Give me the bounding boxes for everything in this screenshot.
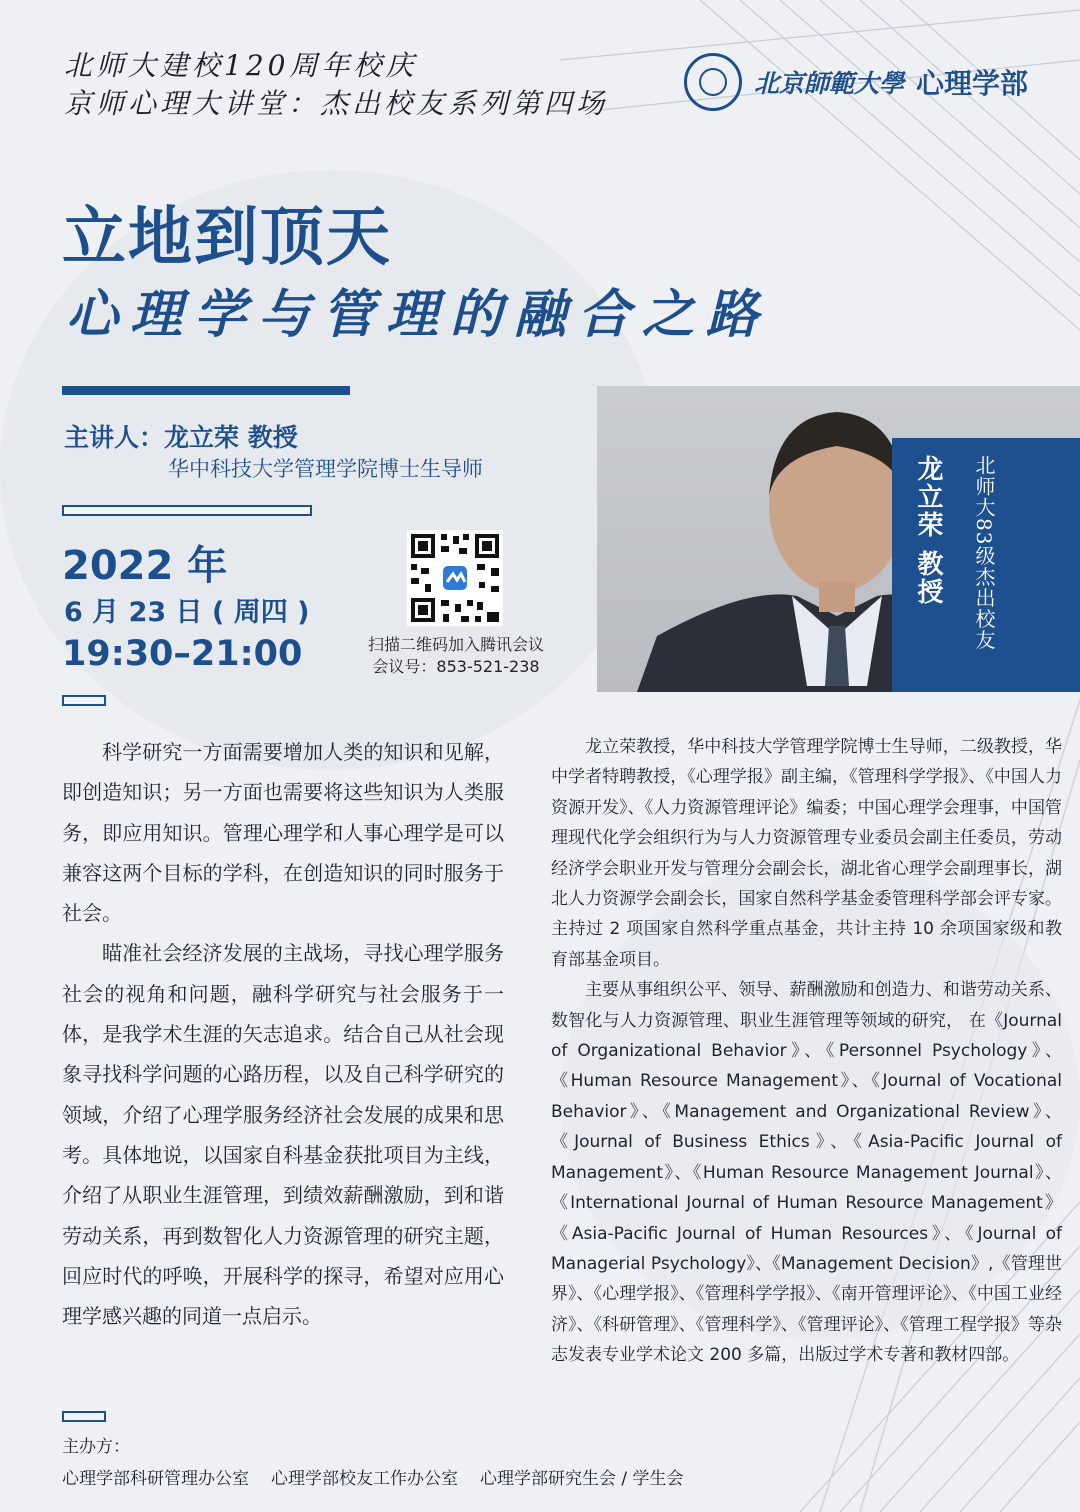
lecture-series-line: 京师心理大讲堂：杰出校友系列第四场 <box>64 87 609 120</box>
event-time: 19:30–21:00 <box>62 634 303 674</box>
speaker-affiliation: 华中科技大学管理学院博士生导师 <box>168 457 483 481</box>
event-year: 2022 年 <box>62 543 228 589</box>
university-seal-icon <box>684 53 742 111</box>
anniversary-line: 北师大建校120周年校庆 <box>64 49 418 82</box>
abstract-paragraph: 科学研究一方面需要增加人类的知识和见解，即创造知识；另一方面也需要将这些知识为人类服务，即应用知识。管理心理学和人事心理学是可以兼容这两个目标的学科，在创造知识的同时服务于社会。 <box>62 740 504 926</box>
lecture-title: 立地到顶天 <box>62 201 392 275</box>
abstract-paragraph: 瞄准社会经济发展的主战场，寻找心理学服务社会的视角和问题，融科学研究与社会服务于一体，是我学术生涯的矢志追求。结合自己从社会现象寻找科学问题的心路历程，以及自己科学研究的领域，介绍了心理学服务经济社会发展的成果和思考。具体地说，以国家自科基金获批项目为主线，介绍了从职业生涯管理，到绩效薪酬激励，到和谐劳动关系，再到数智化人力资源管理的研究主题，回应时代的呼唤，开展科学的探寻，希望对应用心理学感兴趣的同道一点启示。 <box>62 941 504 1329</box>
host-list <box>62 1464 684 1489</box>
qr-caption: 扫描二维码加入腾讯会议 <box>367 635 544 654</box>
host-item: 心理学部校友工作办公室 <box>271 1469 458 1489</box>
footer-marker <box>62 1411 106 1422</box>
host-item: 心理学部科研管理办公室 <box>62 1469 249 1489</box>
speaker-label: 主讲人：龙立荣 教授 <box>64 423 298 452</box>
lecture-abstract <box>62 732 504 1336</box>
department-name: 心理学部 <box>916 67 1029 100</box>
lecture-subtitle: 心理学与管理的融合之路 <box>66 284 771 345</box>
university-name: 北京師範大學 <box>754 69 905 98</box>
university-brand <box>684 52 1036 112</box>
bio-paragraph: 主要从事组织公平、领导、薪酬激励和创造力、和谐劳动关系、数智化与人力资源管理、职业生涯管理等领域的研究， 在《Journal of Organizational Behavior》、《Personnel Psychology》、《Human Resource Management》、《Journal of Vocational Behavior》、《Management and Organizational Review》、《Journal of Business Ethics》、《Asia-Pacific Journal of Management》、《Human Resource Management Journal》、《International Journal of Human Resource Management》《Asia-Pacific Journal of Human Resources》、《Journal of Managerial Psychology》、《Management Decision》,《管理世界》、《心理学报》、《管理科学学报》、《南开管理评论》、《中国工业经济》、《科研管理》、《管理科学》、《管理评论》、《管理工程学报》等杂志发表专业学术论文 200 多篇，出版过学术专著和教材四部。 <box>551 980 1062 1366</box>
speaker-bio <box>551 732 1062 1371</box>
bio-paragraph: 龙立荣教授，华中科技大学管理学院博士生导师，二级教授，华中学者特聘教授，《心理学报》副主编，《管理科学学报》、《中国人力资源开发》、《人力资源管理评论》编委；中国心理学会理事，中国管理现代化学会组织行为与人力资源管理专业委员会副主任委员，劳动经济学会职业开发与管理分会副会长，湖北省心理学会副理事长，湖北人力资源学会副会长，国家自然科学基金委管理科学部会评专家。主持过 2 项国家自然科学重点基金，共计主持 10 余项国家级和教育部基金项目。 <box>551 737 1062 970</box>
speaker-vertical-name: 龙立荣 教授 <box>913 455 943 607</box>
abstract-marker <box>62 695 106 706</box>
meeting-qr-code[interactable] <box>407 530 503 626</box>
speaker-vertical-note: 北师大83级杰出校友 <box>972 455 996 651</box>
title-divider <box>62 386 350 395</box>
qr-instructions <box>358 634 554 678</box>
host-item: 心理学部研究生会 / 学生会 <box>480 1469 684 1489</box>
section-divider <box>62 505 312 516</box>
event-date: 6 月 23 日 ( 周四 ) <box>64 597 310 628</box>
meeting-id: 会议号：853-521-238 <box>372 657 540 676</box>
host-label: 主办方： <box>62 1437 130 1457</box>
